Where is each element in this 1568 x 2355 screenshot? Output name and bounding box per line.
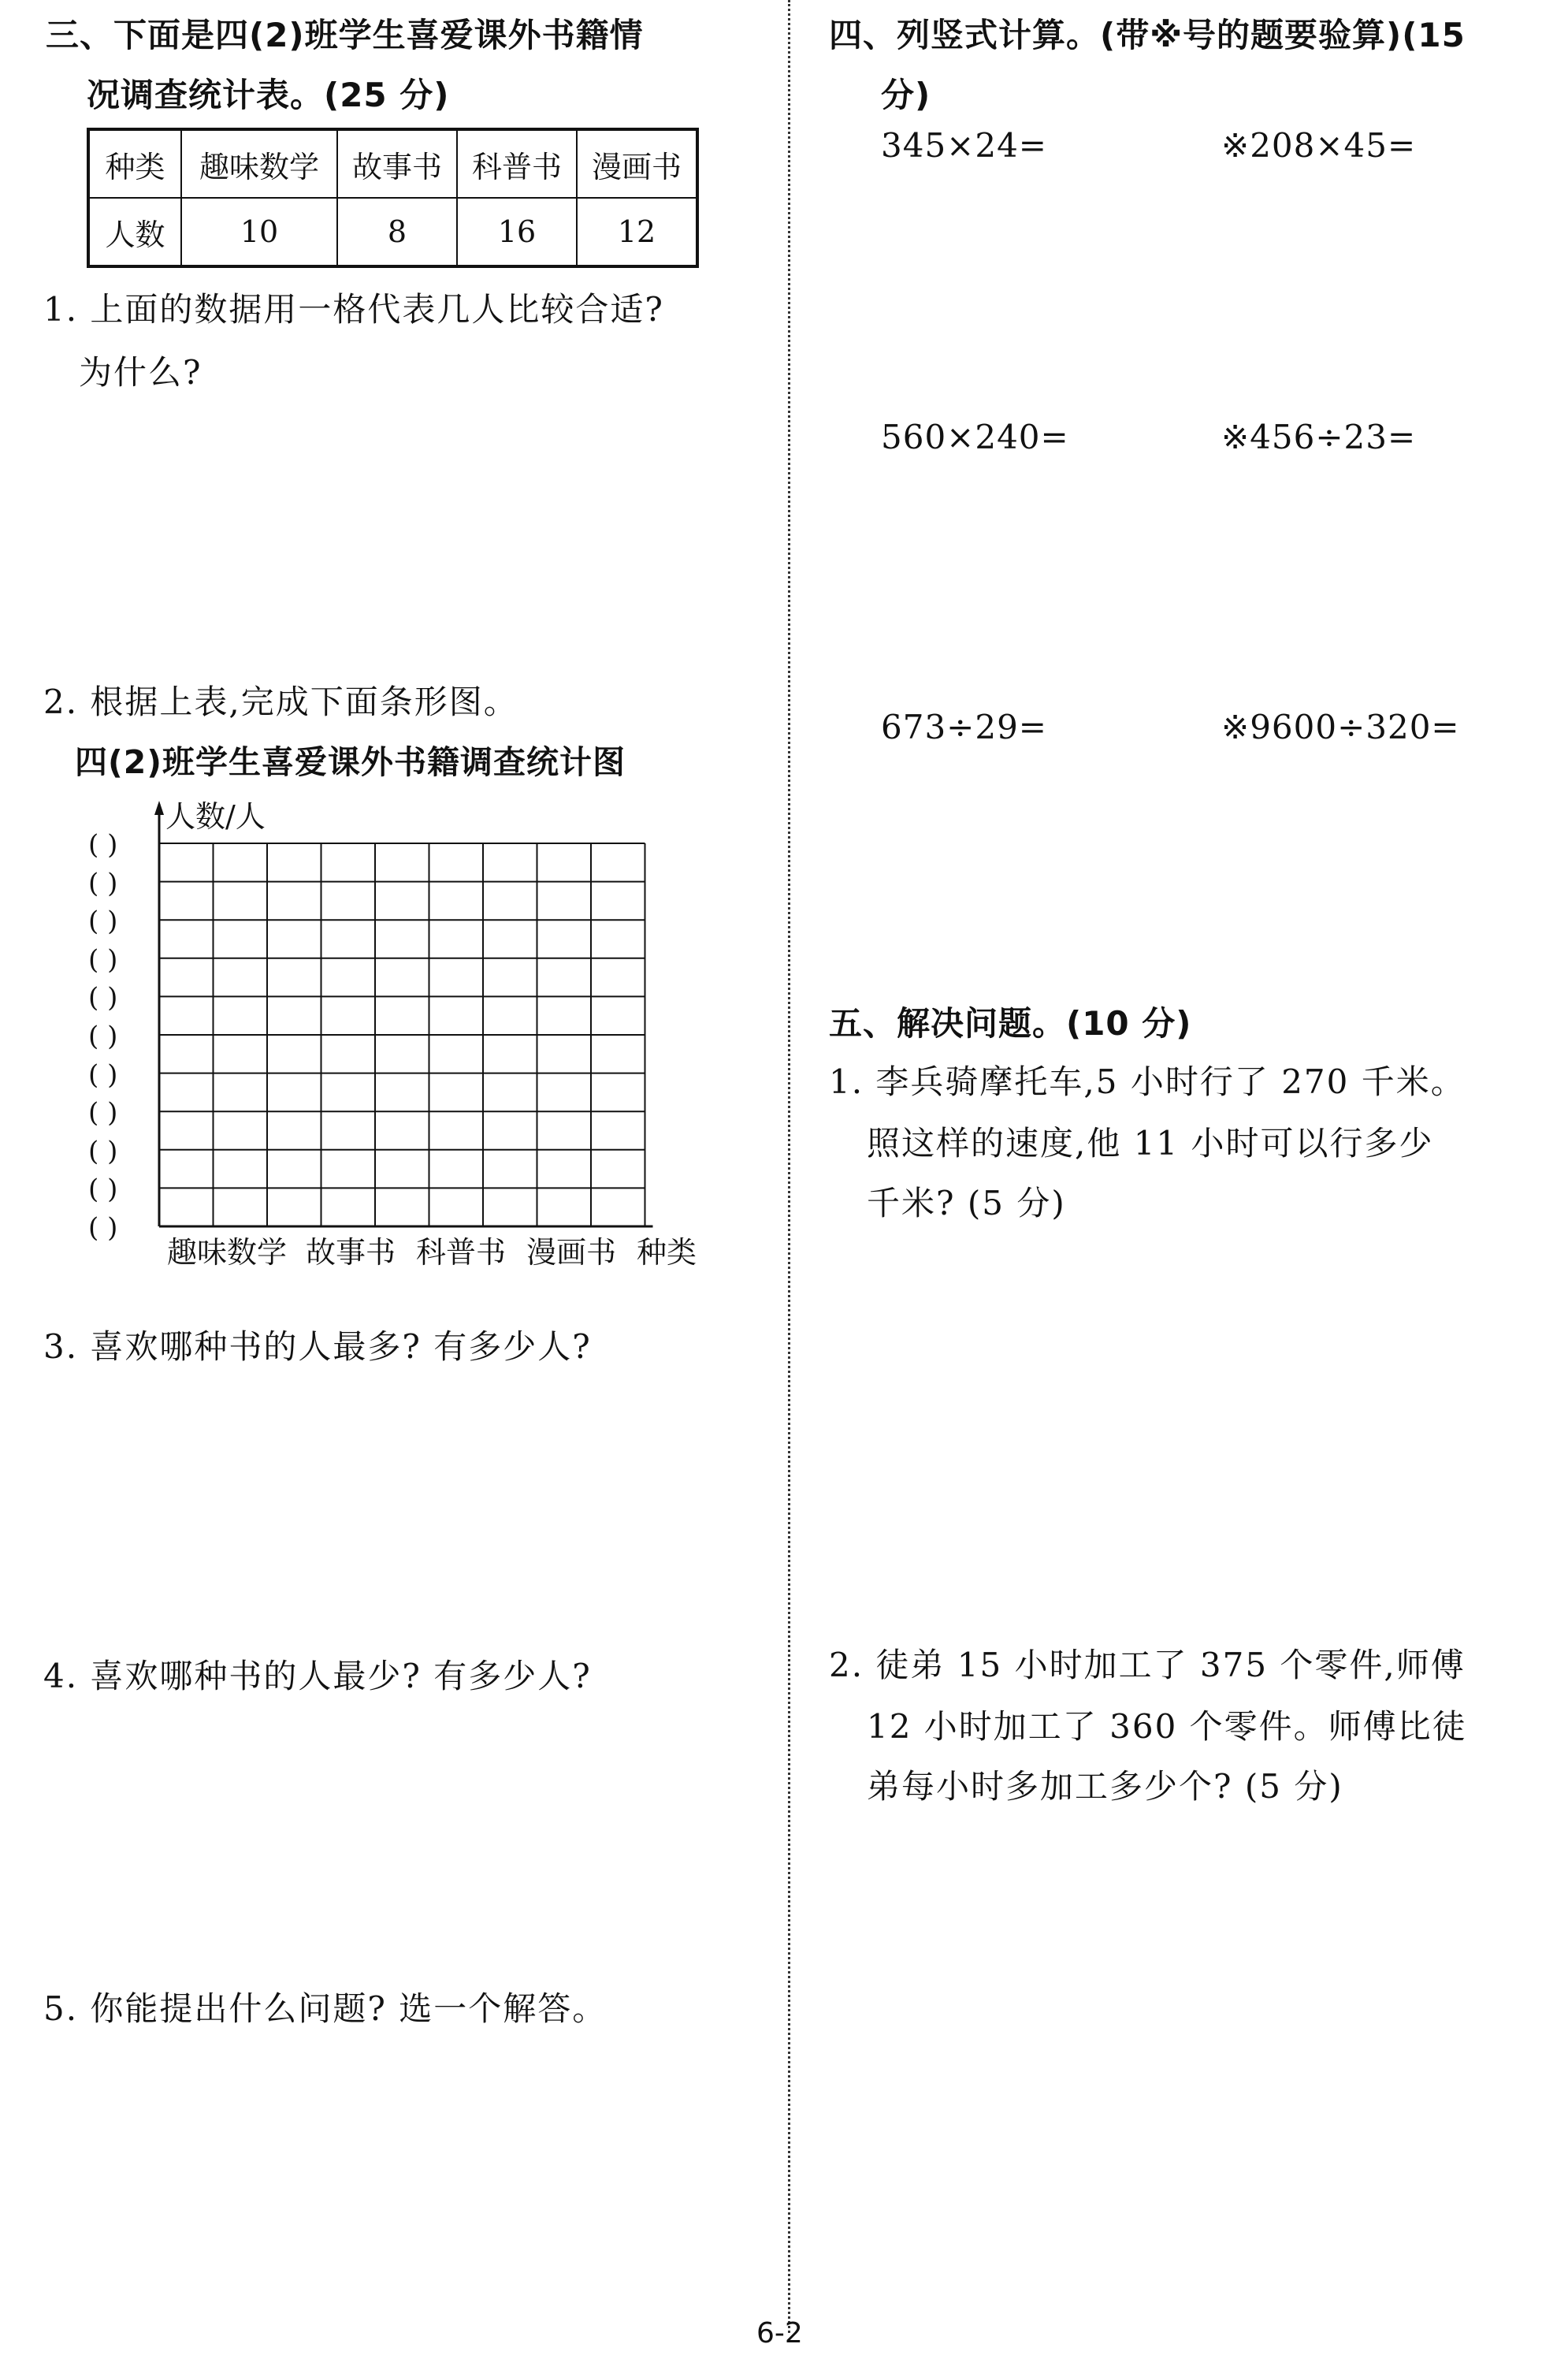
problem-1-line3: 千米? (5 分)	[867, 1184, 1066, 1222]
calc-problem-1: 345×24=	[881, 126, 1047, 165]
table-cell: 10	[181, 198, 337, 266]
y-tick-label: ( )	[88, 943, 118, 976]
chart-title: 四(2)班学生喜爱课外书籍调查统计图	[75, 743, 626, 781]
column-divider	[788, 0, 790, 2333]
calc-problem-2: ※208×45=	[1221, 126, 1417, 165]
calc-problem-5: 673÷29=	[881, 708, 1047, 746]
table-cell: 12	[577, 198, 697, 266]
y-tick-label: ( )	[88, 829, 118, 861]
table-cell: 人数	[88, 198, 181, 266]
y-tick-label: ( )	[88, 867, 118, 899]
table-cell: 故事书	[337, 129, 457, 198]
y-tick-label: ( )	[88, 982, 118, 1014]
problem-1-line2: 照这样的速度,他 11 小时可以行多少	[867, 1124, 1434, 1163]
table-cell: 趣味数学	[181, 129, 337, 198]
chart-grid-svg	[150, 796, 701, 1269]
y-tick-label: ( )	[88, 1135, 118, 1167]
table-data-row	[88, 198, 697, 266]
question-1-line1: 1. 上面的数据用一格代表几人比较合适?	[43, 290, 664, 329]
question-5: 5. 你能提出什么问题? 选一个解答。	[43, 1989, 608, 2028]
table-cell: 科普书	[457, 129, 577, 198]
page-number: 6-2	[756, 2317, 803, 2349]
y-tick-label: ( )	[88, 906, 118, 938]
section3-title-line2: 况调查统计表。(25 分)	[87, 76, 450, 114]
y-tick-label: ( )	[88, 1097, 118, 1129]
x-axis-label: 种类	[637, 1235, 697, 1270]
calc-problem-6: ※9600÷320=	[1221, 708, 1460, 746]
y-axis-label: 人数/人	[165, 799, 266, 834]
y-tick-label: ( )	[88, 1021, 118, 1052]
problem-1-line1: 1. 李兵骑摩托车,5 小时行了 270 千米。	[829, 1062, 1466, 1101]
question-3: 3. 喜欢哪种书的人最多? 有多少人?	[43, 1327, 592, 1366]
section5-title: 五、解决问题。(10 分)	[829, 1004, 1192, 1043]
y-tick-label: ( )	[88, 1174, 118, 1206]
question-1-line2: 为什么?	[79, 353, 203, 392]
survey-table	[87, 128, 699, 268]
table-cell: 种类	[88, 129, 181, 198]
table-cell: 漫画书	[577, 129, 697, 198]
y-axis-arrow	[154, 801, 164, 815]
question-2: 2. 根据上表,完成下面条形图。	[43, 683, 518, 721]
calc-problem-4: ※456÷23=	[1221, 418, 1417, 456]
table-header-row	[88, 129, 697, 198]
problem-2-line1: 2. 徒弟 15 小时加工了 375 个零件,师傅	[829, 1646, 1466, 1684]
problem-2-line2: 12 小时加工了 360 个零件。师傅比徒	[867, 1707, 1467, 1746]
x-tick-label: 趣味数学	[167, 1235, 288, 1270]
x-tick-label: 漫画书	[526, 1235, 617, 1270]
x-tick-label: 故事书	[306, 1235, 396, 1270]
section3-title-line1: 三、下面是四(2)班学生喜爱课外书籍情	[46, 16, 644, 54]
section4-title-line2: 分)	[881, 76, 931, 114]
y-tick-label: ( )	[88, 1058, 118, 1091]
calc-problem-3: 560×240=	[881, 418, 1069, 456]
section4-title-line1: 四、列竖式计算。(带※号的题要验算)(15	[829, 16, 1466, 54]
table-cell: 8	[337, 198, 457, 266]
table-cell: 16	[457, 198, 577, 266]
x-tick-label: 科普书	[416, 1235, 507, 1270]
problem-2-line3: 弟每小时多加工多少个? (5 分)	[867, 1767, 1343, 1806]
y-tick-label: ( )	[88, 1212, 118, 1244]
chart-grid	[154, 801, 653, 1226]
question-4: 4. 喜欢哪种书的人最少? 有多少人?	[43, 1657, 592, 1695]
